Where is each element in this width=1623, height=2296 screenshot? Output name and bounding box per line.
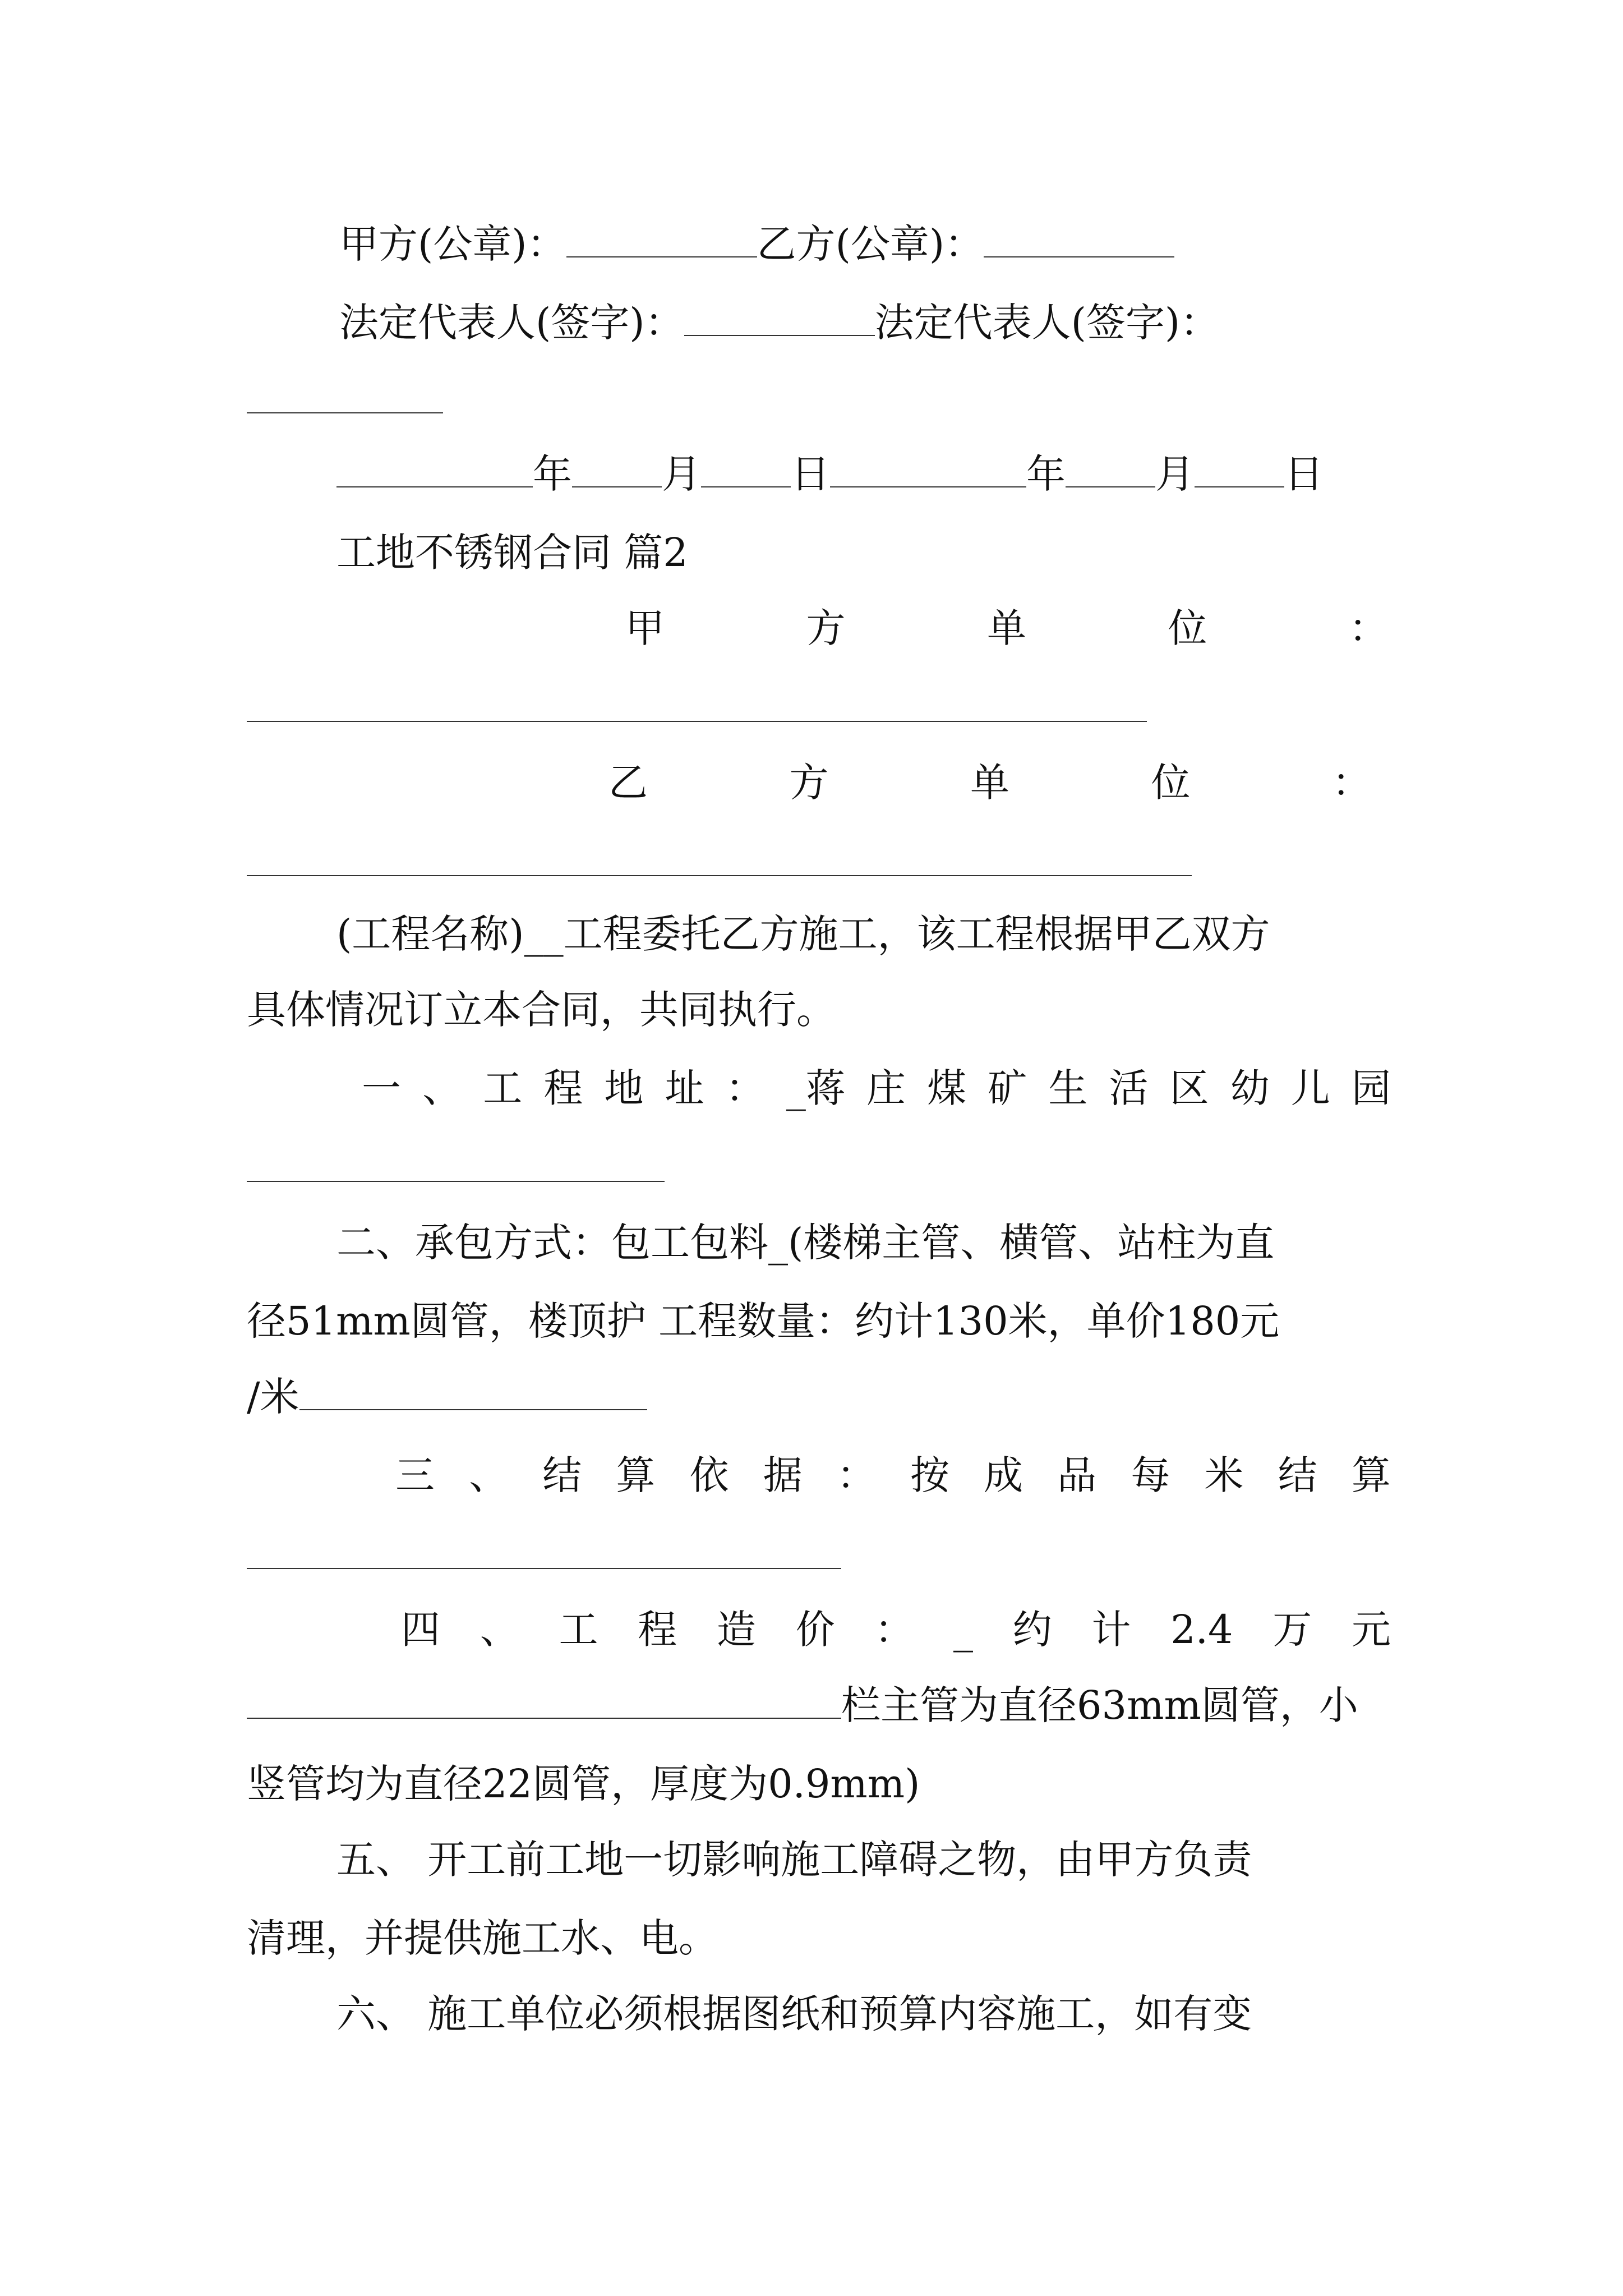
item1-char: 区 — [1169, 1065, 1209, 1111]
party-b-unit-char: 位 — [1151, 760, 1191, 806]
item5-line-2: 清理，并提供施工水、电。 — [247, 1915, 718, 1961]
item1-char: 矿 — [988, 1065, 1027, 1111]
item4-char: 程 — [638, 1607, 677, 1653]
item4-char: 计 — [1091, 1607, 1131, 1653]
party-a-unit-line — [625, 600, 1388, 656]
item3-char: 依 — [689, 1452, 729, 1498]
intro-line-2: 具体情况订立本合同，共同执行。 — [247, 987, 836, 1033]
item1-char: 活 — [1109, 1065, 1149, 1111]
item3-blank — [247, 1568, 841, 1569]
item4-char: 元 — [1351, 1607, 1391, 1653]
month-b-blank — [1066, 453, 1155, 487]
item3-char: 结 — [542, 1452, 582, 1498]
date-line — [336, 446, 1346, 502]
item4-char: _ — [953, 1607, 974, 1653]
item3-char: 据 — [763, 1452, 803, 1498]
item1-blank — [247, 1181, 665, 1182]
intro-line-1: (工程名称)__工程委托乙方施工，该工程根据甲乙双方 — [336, 911, 1270, 957]
item4-char: 2.4 — [1170, 1607, 1233, 1653]
day-b-blank — [1195, 453, 1284, 487]
item3-char: 成 — [984, 1452, 1023, 1498]
item1-char: 、 — [422, 1065, 462, 1111]
party-a-unit-char: ： — [1349, 605, 1388, 651]
item1-char: 煤 — [927, 1065, 967, 1111]
item2-unit: /米 — [247, 1374, 299, 1420]
item2-blank — [299, 1375, 647, 1410]
item4-cont-text: 栏主管为直径63mm圆管，小 — [841, 1682, 1358, 1728]
legal-rep-line — [339, 295, 1394, 351]
party-b-seal-label: 乙方(公章)： — [757, 221, 984, 267]
year-a-blank — [336, 453, 533, 487]
item4-char: 工 — [559, 1607, 598, 1653]
legal-rep-b-label: 法定代表人(签字)： — [874, 300, 1220, 346]
item4-char: 约 — [1012, 1607, 1052, 1653]
item2-line-2: 径51mm圆管，楼顶护 工程数量：约计130米，单价180元 — [247, 1298, 1280, 1344]
legal-rep-a-label: 法定代表人(签字)： — [339, 300, 684, 346]
item1-line — [362, 1060, 1391, 1116]
party-b-seal-blank — [984, 223, 1174, 257]
item3-line — [395, 1447, 1391, 1503]
item1-char: ： — [725, 1065, 765, 1111]
item3-char: 算 — [1351, 1452, 1391, 1498]
day-a-label: 日 — [791, 451, 830, 497]
party-b-unit-char: 乙 — [608, 760, 648, 806]
day-a-blank — [701, 453, 791, 487]
item1-char: 儿 — [1290, 1065, 1330, 1111]
item1-char: 地 — [604, 1065, 644, 1111]
item2-line-3 — [247, 1369, 1391, 1425]
party-a-unit-blank — [247, 721, 1147, 722]
item1-char: 园 — [1352, 1065, 1391, 1111]
item4-char: 、 — [479, 1607, 519, 1653]
party-b-unit-char: 单 — [970, 760, 1009, 806]
item3-char: 、 — [469, 1452, 509, 1498]
month-a-blank — [572, 453, 662, 487]
item1-char: 幼 — [1230, 1065, 1270, 1111]
party-b-unit-line — [608, 754, 1371, 811]
legal-rep-a-blank — [684, 301, 875, 336]
item3-char: ： — [836, 1452, 876, 1498]
year-a-label: 年 — [533, 451, 572, 497]
item4-char: 造 — [716, 1607, 756, 1653]
item1-char: 庄 — [866, 1065, 906, 1111]
item4-char: 价 — [795, 1607, 835, 1653]
year-b-blank — [830, 453, 1026, 487]
contract-heading: 工地不锈钢合同 篇2 — [336, 530, 688, 576]
item4-blank — [247, 1684, 841, 1719]
item3-char: 三 — [395, 1452, 435, 1498]
item1-char: 程 — [543, 1065, 583, 1111]
party-a-unit-char: 甲 — [625, 605, 665, 651]
party-a-seal-label: 甲方(公章)： — [339, 221, 566, 267]
item4-char: 万 — [1272, 1607, 1312, 1653]
item3-char: 算 — [616, 1452, 656, 1498]
item5-line-1: 五、 开工前工地一切影响施工障碍之物，由甲方负责 — [336, 1837, 1252, 1883]
item6-line-1: 六、 施工单位必须根据图纸和预算内容施工，如有变 — [336, 1991, 1252, 2037]
item3-char: 每 — [1131, 1452, 1170, 1498]
item1-char: 址 — [665, 1065, 704, 1111]
item1-char: _蒋 — [786, 1065, 845, 1111]
item4-cont-line-2: 竖管均为直径22圆管，厚度为0.9mm) — [247, 1761, 920, 1807]
seal-line — [339, 216, 1483, 272]
item2-line-1: 二、承包方式：包工包料_(楼梯主管、横管、站柱为直 — [336, 1220, 1275, 1266]
item4-cont-line — [247, 1677, 1391, 1733]
party-b-unit-blank — [247, 875, 1192, 876]
item1-char: 生 — [1048, 1065, 1088, 1111]
party-b-unit-char: ： — [1332, 760, 1371, 806]
party-a-seal-blank — [566, 223, 757, 257]
party-a-unit-char: 位 — [1168, 605, 1207, 651]
item4-char: ： — [874, 1607, 914, 1653]
year-b-label: 年 — [1026, 451, 1066, 497]
item3-char: 米 — [1204, 1452, 1244, 1498]
legal-rep-b-blank — [247, 412, 443, 413]
item3-char: 结 — [1278, 1452, 1317, 1498]
item3-char: 品 — [1057, 1452, 1097, 1498]
party-b-unit-char: 方 — [789, 760, 829, 806]
item1-char: 一 — [362, 1065, 401, 1111]
item4-line — [401, 1602, 1391, 1658]
party-a-unit-char: 单 — [987, 605, 1026, 651]
item4-char: 四 — [401, 1607, 440, 1653]
month-a-label: 月 — [662, 451, 701, 497]
item3-char: 按 — [910, 1452, 949, 1498]
month-b-label: 月 — [1155, 451, 1195, 497]
day-b-label: 日 — [1284, 451, 1324, 497]
party-a-unit-char: 方 — [806, 605, 846, 651]
item1-char: 工 — [483, 1065, 523, 1111]
